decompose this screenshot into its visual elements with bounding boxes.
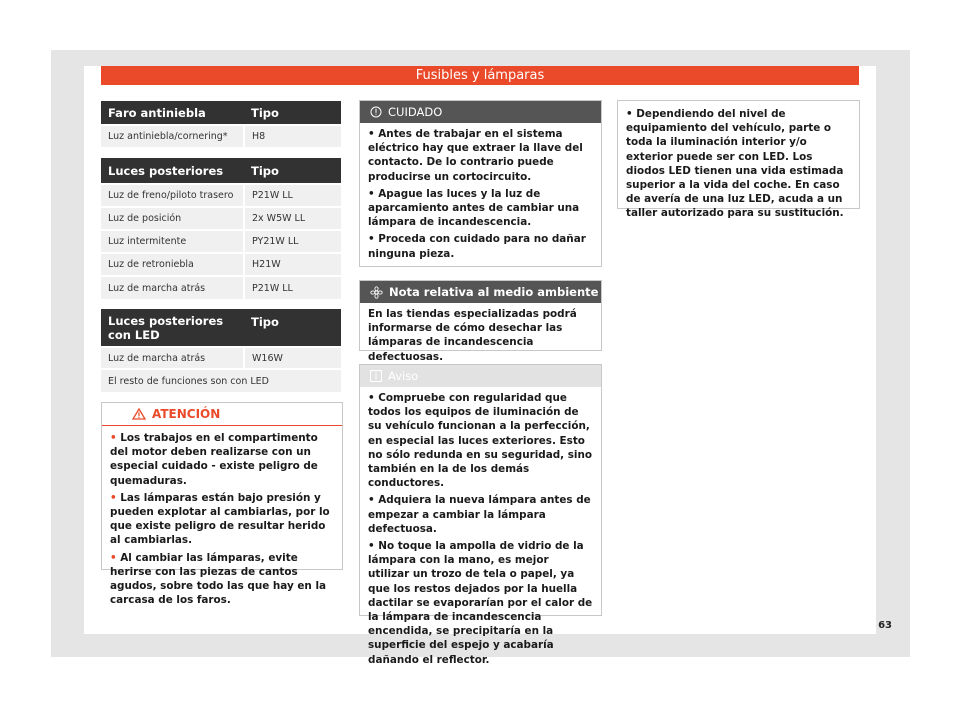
list-item	[110, 431, 334, 488]
list-item	[368, 232, 593, 260]
table-row	[101, 184, 341, 207]
list-item-text: Apague las luces y la luz de aparcamiento antes de cambiar una lámpara de incandescencia.	[368, 187, 580, 229]
table-cell: Luz de marcha atrás	[101, 347, 244, 369]
warning-body	[102, 428, 342, 616]
table-header: Tipo	[244, 309, 341, 347]
table-header: Tipo	[244, 158, 341, 184]
bullet-icon: •	[368, 233, 379, 246]
table-row	[101, 230, 341, 253]
table-cell: Luz intermitente	[101, 230, 244, 253]
table-header: Faro antiniebla	[101, 101, 244, 125]
led-note-body	[618, 101, 859, 230]
bullet-icon: •	[368, 494, 379, 507]
list-item-text: Los trabajos en el compartimento del motor deben realizarse con un especial cuidado - existe peligro de quemaduras.	[110, 432, 318, 487]
notice-header	[360, 365, 601, 387]
environment-note-box	[359, 280, 602, 363]
table-cell: H21W	[244, 253, 341, 276]
bullet-icon: •	[368, 128, 379, 140]
environment-note-header	[360, 281, 601, 303]
list-item	[368, 493, 593, 536]
warning-box	[101, 402, 343, 607]
info-square-icon	[370, 370, 382, 382]
notice-body	[360, 387, 601, 676]
list-item-text: Antes de trabajar en el sistema eléctrico hay que extraer la llave del contacto. De lo contrario puede producirse un cortocircuito.	[368, 128, 583, 183]
caution-body	[360, 123, 601, 270]
table-cell: Luz de freno/piloto trasero	[101, 184, 244, 207]
table-cell: PY21W LL	[244, 230, 341, 253]
table-header: Luces posteriores	[101, 158, 244, 184]
notice-title: Aviso	[388, 369, 419, 383]
warning-triangle-icon	[132, 408, 146, 420]
warning-divider	[102, 425, 342, 426]
table-cell: Luz de retroniebla	[101, 253, 244, 276]
table-cell: H8	[244, 125, 341, 147]
list-item	[368, 539, 593, 667]
caution-header	[360, 101, 601, 123]
table-cell: W16W	[244, 347, 341, 369]
list-item	[368, 127, 593, 184]
table-row	[101, 347, 341, 369]
table-header: Tipo	[244, 101, 341, 125]
table-header: Luces posteriores con LED	[101, 309, 244, 347]
led-rear-lights-table	[101, 309, 341, 392]
environment-note-text: En las tiendas especializadas podrá informarse de cómo desechar las lámparas de incandescencia defectuosas.	[368, 308, 577, 363]
table-cell: P21W LL	[244, 184, 341, 207]
environment-note-body	[360, 303, 601, 373]
list-item	[626, 107, 851, 221]
bullet-icon: •	[626, 108, 637, 120]
list-item	[368, 391, 593, 490]
warning-title: ATENCIÓN	[152, 407, 221, 421]
table-row	[101, 207, 341, 230]
section-header: Fusibles y lámparas	[101, 66, 859, 85]
table-row	[101, 253, 341, 276]
rear-lights-table	[101, 158, 341, 299]
bullet-icon: •	[110, 551, 121, 564]
table-cell: Luz de posición	[101, 207, 244, 230]
list-item	[110, 551, 334, 608]
list-item	[110, 491, 334, 548]
list-item	[368, 187, 593, 230]
bullet-icon: •	[110, 432, 121, 444]
led-note-box	[617, 100, 860, 220]
warning-header	[102, 403, 342, 425]
list-item-text: Adquiera la nueva lámpara antes de empezar a cambiar la lámpara defectuosa.	[368, 494, 591, 535]
table-row	[101, 369, 341, 392]
bullet-icon: •	[110, 491, 121, 504]
info-circle-icon	[370, 106, 382, 118]
table-cell: P21W LL	[244, 276, 341, 299]
table-cell: 2x W5W LL	[244, 207, 341, 230]
table-row	[101, 276, 341, 299]
bullet-icon: •	[368, 540, 379, 553]
table-row	[101, 125, 341, 147]
caution-title: CUIDADO	[388, 105, 443, 119]
notice-box	[359, 364, 602, 666]
caution-box	[359, 100, 602, 267]
table-cell: Luz antiniebla/cornering*	[101, 125, 244, 147]
environment-note-title: Nota relativa al medio ambiente	[389, 285, 599, 299]
page-number: 63	[878, 620, 892, 631]
list-item-text: Dependiendo del nivel de equipamiento del vehículo, parte o toda la iluminación interior y/o exterior puede ser con LED. Los diodos LED tienen una vida estimada superior a la vida del coche. En caso de avería de una luz LED, acuda a un taller autorizado para su sustitución.	[626, 108, 844, 220]
list-item-text: Proceda con cuidado para no dañar ninguna pieza.	[368, 233, 586, 260]
table-cell: El resto de funciones son con LED	[101, 369, 341, 392]
list-item-text: No toque la ampolla de vidrio de la lámpara con la mano, es mejor utilizar un trozo de tela o papel, ya que los restos dejados por la huella dactilar se evaporarían por el calor de la lámpara de incandescencia encendida, se precipitaría en la superficie del espejo y acabaría dañando el reflector.	[368, 540, 593, 666]
bullet-icon: •	[368, 187, 379, 200]
bullet-icon: •	[368, 392, 379, 404]
list-item-text: Compruebe con regularidad que todos los equipos de iluminación de su vehículo funcionan a la perfección, en especial las luces exteriores. Esto no sólo redunda en su seguridad, sino también en la de los demás conductores.	[368, 392, 593, 490]
table-cell: Luz de marcha atrás	[101, 276, 244, 299]
fog-light-table	[101, 101, 341, 147]
flower-icon	[370, 286, 383, 299]
list-item-text: Al cambiar las lámparas, evite herirse con las piezas de cantos agudos, sobre todo las que hay en la carcasa de los faros.	[110, 551, 327, 607]
list-item-text: Las lámparas están bajo presión y pueden explotar al cambiarlas, por lo que existe peligro de resultar herido al cambiarlas.	[110, 491, 330, 547]
